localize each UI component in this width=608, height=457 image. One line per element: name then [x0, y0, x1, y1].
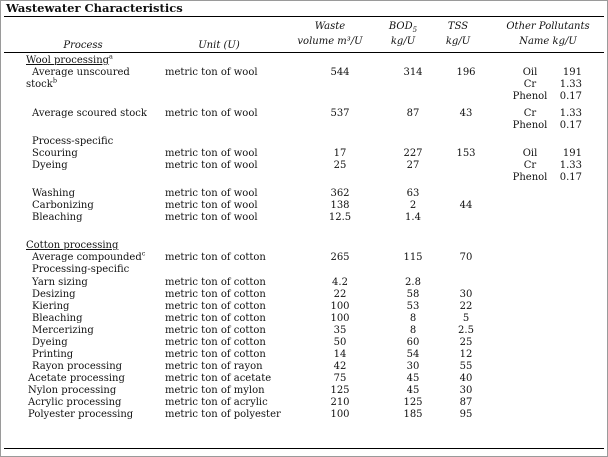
process-label: Bleaching [32, 313, 83, 324]
bod-cell: 8 [409, 325, 417, 336]
unit-cell: metric ton of cotton [165, 325, 266, 336]
process-cell [26, 240, 118, 251]
tss-cell: 30 [459, 289, 473, 300]
unit-cell: metric ton of wool [165, 212, 258, 223]
tss-cell: 12 [459, 349, 473, 360]
process-label: Average unscoured [32, 67, 130, 78]
tss-cell: 22 [459, 301, 473, 312]
pollutant-value-cell: 0.17 [559, 120, 582, 131]
process-cell [32, 249, 146, 263]
process-label: Mercerizing [32, 325, 94, 336]
process-label: Nylon processing [28, 385, 117, 396]
tss-cell: 5 [462, 313, 470, 324]
tss-cell: 153 [456, 148, 476, 159]
process-cell [32, 264, 129, 275]
bottom-rule [4, 448, 604, 449]
tss-cell: 55 [459, 361, 473, 372]
bod-cell: 2.8 [405, 277, 421, 288]
pollutant-value-cell: 191 [562, 67, 582, 78]
unit-cell: metric ton of wool [165, 160, 258, 171]
header-bod-label: BOD [388, 21, 413, 32]
header-waste-line1: Waste [314, 21, 346, 32]
waste-volume-cell: 42 [333, 361, 347, 372]
pollutant-value-cell: 191 [562, 148, 582, 159]
pollutant-value-cell: 0.17 [559, 172, 582, 183]
bod-cell: 53 [406, 301, 420, 312]
unit-cell: metric ton of cotton [165, 252, 266, 263]
waste-volume-cell: 138 [330, 200, 350, 211]
waste-volume-cell: 100 [330, 313, 350, 324]
waste-volume-cell: 25 [333, 160, 347, 171]
process-cell [32, 108, 147, 119]
tss-cell: 30 [459, 385, 473, 396]
bod-cell: 2 [409, 200, 417, 211]
pollutant-value-cell: 1.33 [559, 108, 582, 119]
header-process: Process [63, 40, 103, 51]
process-cell [28, 409, 133, 420]
pollutant-value-cell: 1.33 [559, 160, 582, 171]
process-label: Acrylic processing [28, 397, 122, 408]
process-cell [28, 373, 125, 384]
bod-cell: 58 [406, 289, 420, 300]
waste-volume-cell: 17 [333, 148, 347, 159]
process-cell [32, 277, 88, 288]
process-label: Bleaching [32, 212, 83, 223]
bod-cell: 125 [403, 397, 423, 408]
process-label: Scouring [32, 148, 78, 159]
process-label: Washing [32, 188, 75, 199]
waste-volume-cell: 544 [330, 67, 350, 78]
waste-volume-cell: 35 [333, 325, 347, 336]
process-cell [32, 313, 83, 324]
process-label: Dyeing [32, 160, 68, 171]
pollutant-name-cell: Oil [522, 148, 538, 159]
unit-cell: metric ton of cotton [165, 313, 266, 324]
bod-cell: 87 [406, 108, 420, 119]
waste-volume-cell: 100 [330, 301, 350, 312]
unit-cell: metric ton of wool [165, 200, 258, 211]
waste-volume-cell: 75 [333, 373, 347, 384]
unit-cell: metric ton of cotton [165, 289, 266, 300]
process-label: Printing [32, 349, 74, 360]
unit-cell: metric ton of wool [165, 67, 258, 78]
tss-cell: 87 [459, 397, 473, 408]
header-tss-line2: kg/U [445, 36, 471, 47]
process-cell [32, 160, 68, 171]
process-label: Processing-specific [32, 264, 130, 275]
pollutant-name-cell: Cr [523, 79, 537, 90]
waste-volume-cell: 50 [333, 337, 347, 348]
unit-cell: metric ton of wool [165, 108, 258, 119]
process-label: Process-specific [32, 136, 114, 147]
process-cell [32, 361, 122, 372]
waste-volume-cell: 4.2 [332, 277, 348, 288]
unit-cell: metric ton of cotton [165, 277, 266, 288]
waste-volume-cell: 22 [333, 289, 347, 300]
bod-cell: 115 [403, 252, 423, 263]
pollutant-value-cell: 0.17 [559, 91, 582, 102]
process-cell [26, 52, 113, 66]
header-unit: Unit (U) [198, 40, 240, 51]
unit-cell: metric ton of cotton [165, 337, 266, 348]
table-title: Wastewater Characteristics [6, 1, 183, 15]
process-cell [32, 337, 68, 348]
process-label: Rayon processing [32, 361, 123, 372]
process-cell [28, 385, 116, 396]
tss-cell: 40 [459, 373, 473, 384]
process-label: Average compounded [32, 252, 142, 263]
process-cell [32, 148, 78, 159]
header-waste-line2: volume m³/U [297, 36, 363, 47]
waste-volume-cell: 14 [333, 349, 347, 360]
bod-cell: 45 [406, 373, 420, 384]
process-cell [32, 200, 94, 211]
process-cell [32, 212, 83, 223]
process-label: Carbonizing [32, 200, 94, 211]
unit-cell: metric ton of acetate [165, 373, 272, 384]
tss-cell: 25 [459, 337, 473, 348]
unit-cell: metric ton of rayon [165, 361, 263, 372]
footnote-marker: c [141, 249, 146, 258]
waste-volume-cell: 537 [330, 108, 350, 119]
footnote-marker: b [52, 76, 58, 85]
process-cell [32, 188, 75, 199]
process-cell [32, 289, 76, 300]
process-cell [32, 325, 94, 336]
waste-volume-cell: 100 [330, 409, 350, 420]
process-label: Cotton processing [26, 240, 119, 251]
process-label: Desizing [32, 289, 76, 300]
waste-volume-cell: 210 [330, 397, 350, 408]
header-bod-subscript: 5 [412, 26, 418, 34]
unit-cell: metric ton of wool [165, 148, 258, 159]
unit-cell: metric ton of polyester [165, 409, 281, 420]
bod-cell: 54 [406, 349, 420, 360]
tss-cell: 70 [459, 252, 473, 263]
process-cell [32, 301, 69, 312]
process-label: Polyester processing [28, 409, 134, 420]
bod-cell: 8 [409, 313, 417, 324]
header-other-line2: Name kg/U [519, 36, 577, 47]
process-label: Average scoured stock [32, 108, 147, 119]
process-label: Acetate processing [28, 373, 125, 384]
bod-cell: 30 [406, 361, 420, 372]
process-cell [32, 349, 73, 360]
tss-cell: 2.5 [458, 325, 474, 336]
pollutant-name-cell: Phenol [512, 172, 548, 183]
header-tss-line1: TSS [447, 21, 469, 32]
waste-volume-cell: 265 [330, 252, 350, 263]
header-bod-line2: kg/U [390, 36, 416, 47]
bod-cell: 227 [403, 148, 423, 159]
pollutant-value-cell: 1.33 [559, 79, 582, 90]
waste-volume-cell: 12.5 [328, 212, 352, 223]
footnote-marker: a [109, 52, 113, 61]
pollutant-name-cell: Cr [523, 160, 537, 171]
tss-cell: 44 [459, 200, 473, 211]
pollutant-name-cell: Phenol [512, 120, 548, 131]
bod-cell: 60 [406, 337, 420, 348]
pollutant-name-cell: Oil [522, 67, 538, 78]
process-label: Wool processing [26, 55, 110, 66]
pollutant-name-cell: Cr [523, 108, 537, 119]
process-cell [28, 397, 121, 408]
process-label: stock [26, 79, 53, 90]
bod-cell: 1.4 [405, 212, 421, 223]
process-cell [26, 76, 58, 90]
waste-volume-cell: 125 [330, 385, 350, 396]
process-label: Dyeing [32, 337, 68, 348]
process-label: Yarn sizing [32, 277, 88, 288]
pollutant-name-cell: Phenol [512, 91, 548, 102]
process-cell [32, 67, 130, 78]
bod-cell: 185 [403, 409, 423, 420]
unit-cell: metric ton of mylon [165, 385, 265, 396]
bod-cell: 63 [406, 188, 420, 199]
unit-cell: metric ton of acrylic [165, 397, 268, 408]
tss-cell: 196 [456, 67, 476, 78]
process-cell [32, 136, 113, 147]
tss-cell: 95 [459, 409, 473, 420]
bod-cell: 314 [403, 67, 423, 78]
bod-cell: 45 [406, 385, 420, 396]
process-label: Kiering [32, 301, 70, 312]
bod-cell: 27 [406, 160, 420, 171]
tss-cell: 43 [459, 108, 473, 119]
unit-cell: metric ton of cotton [165, 301, 266, 312]
waste-volume-cell: 362 [330, 188, 350, 199]
unit-cell: metric ton of cotton [165, 349, 266, 360]
unit-cell: metric ton of wool [165, 188, 258, 199]
header-other-line1: Other Pollutants [506, 21, 590, 32]
